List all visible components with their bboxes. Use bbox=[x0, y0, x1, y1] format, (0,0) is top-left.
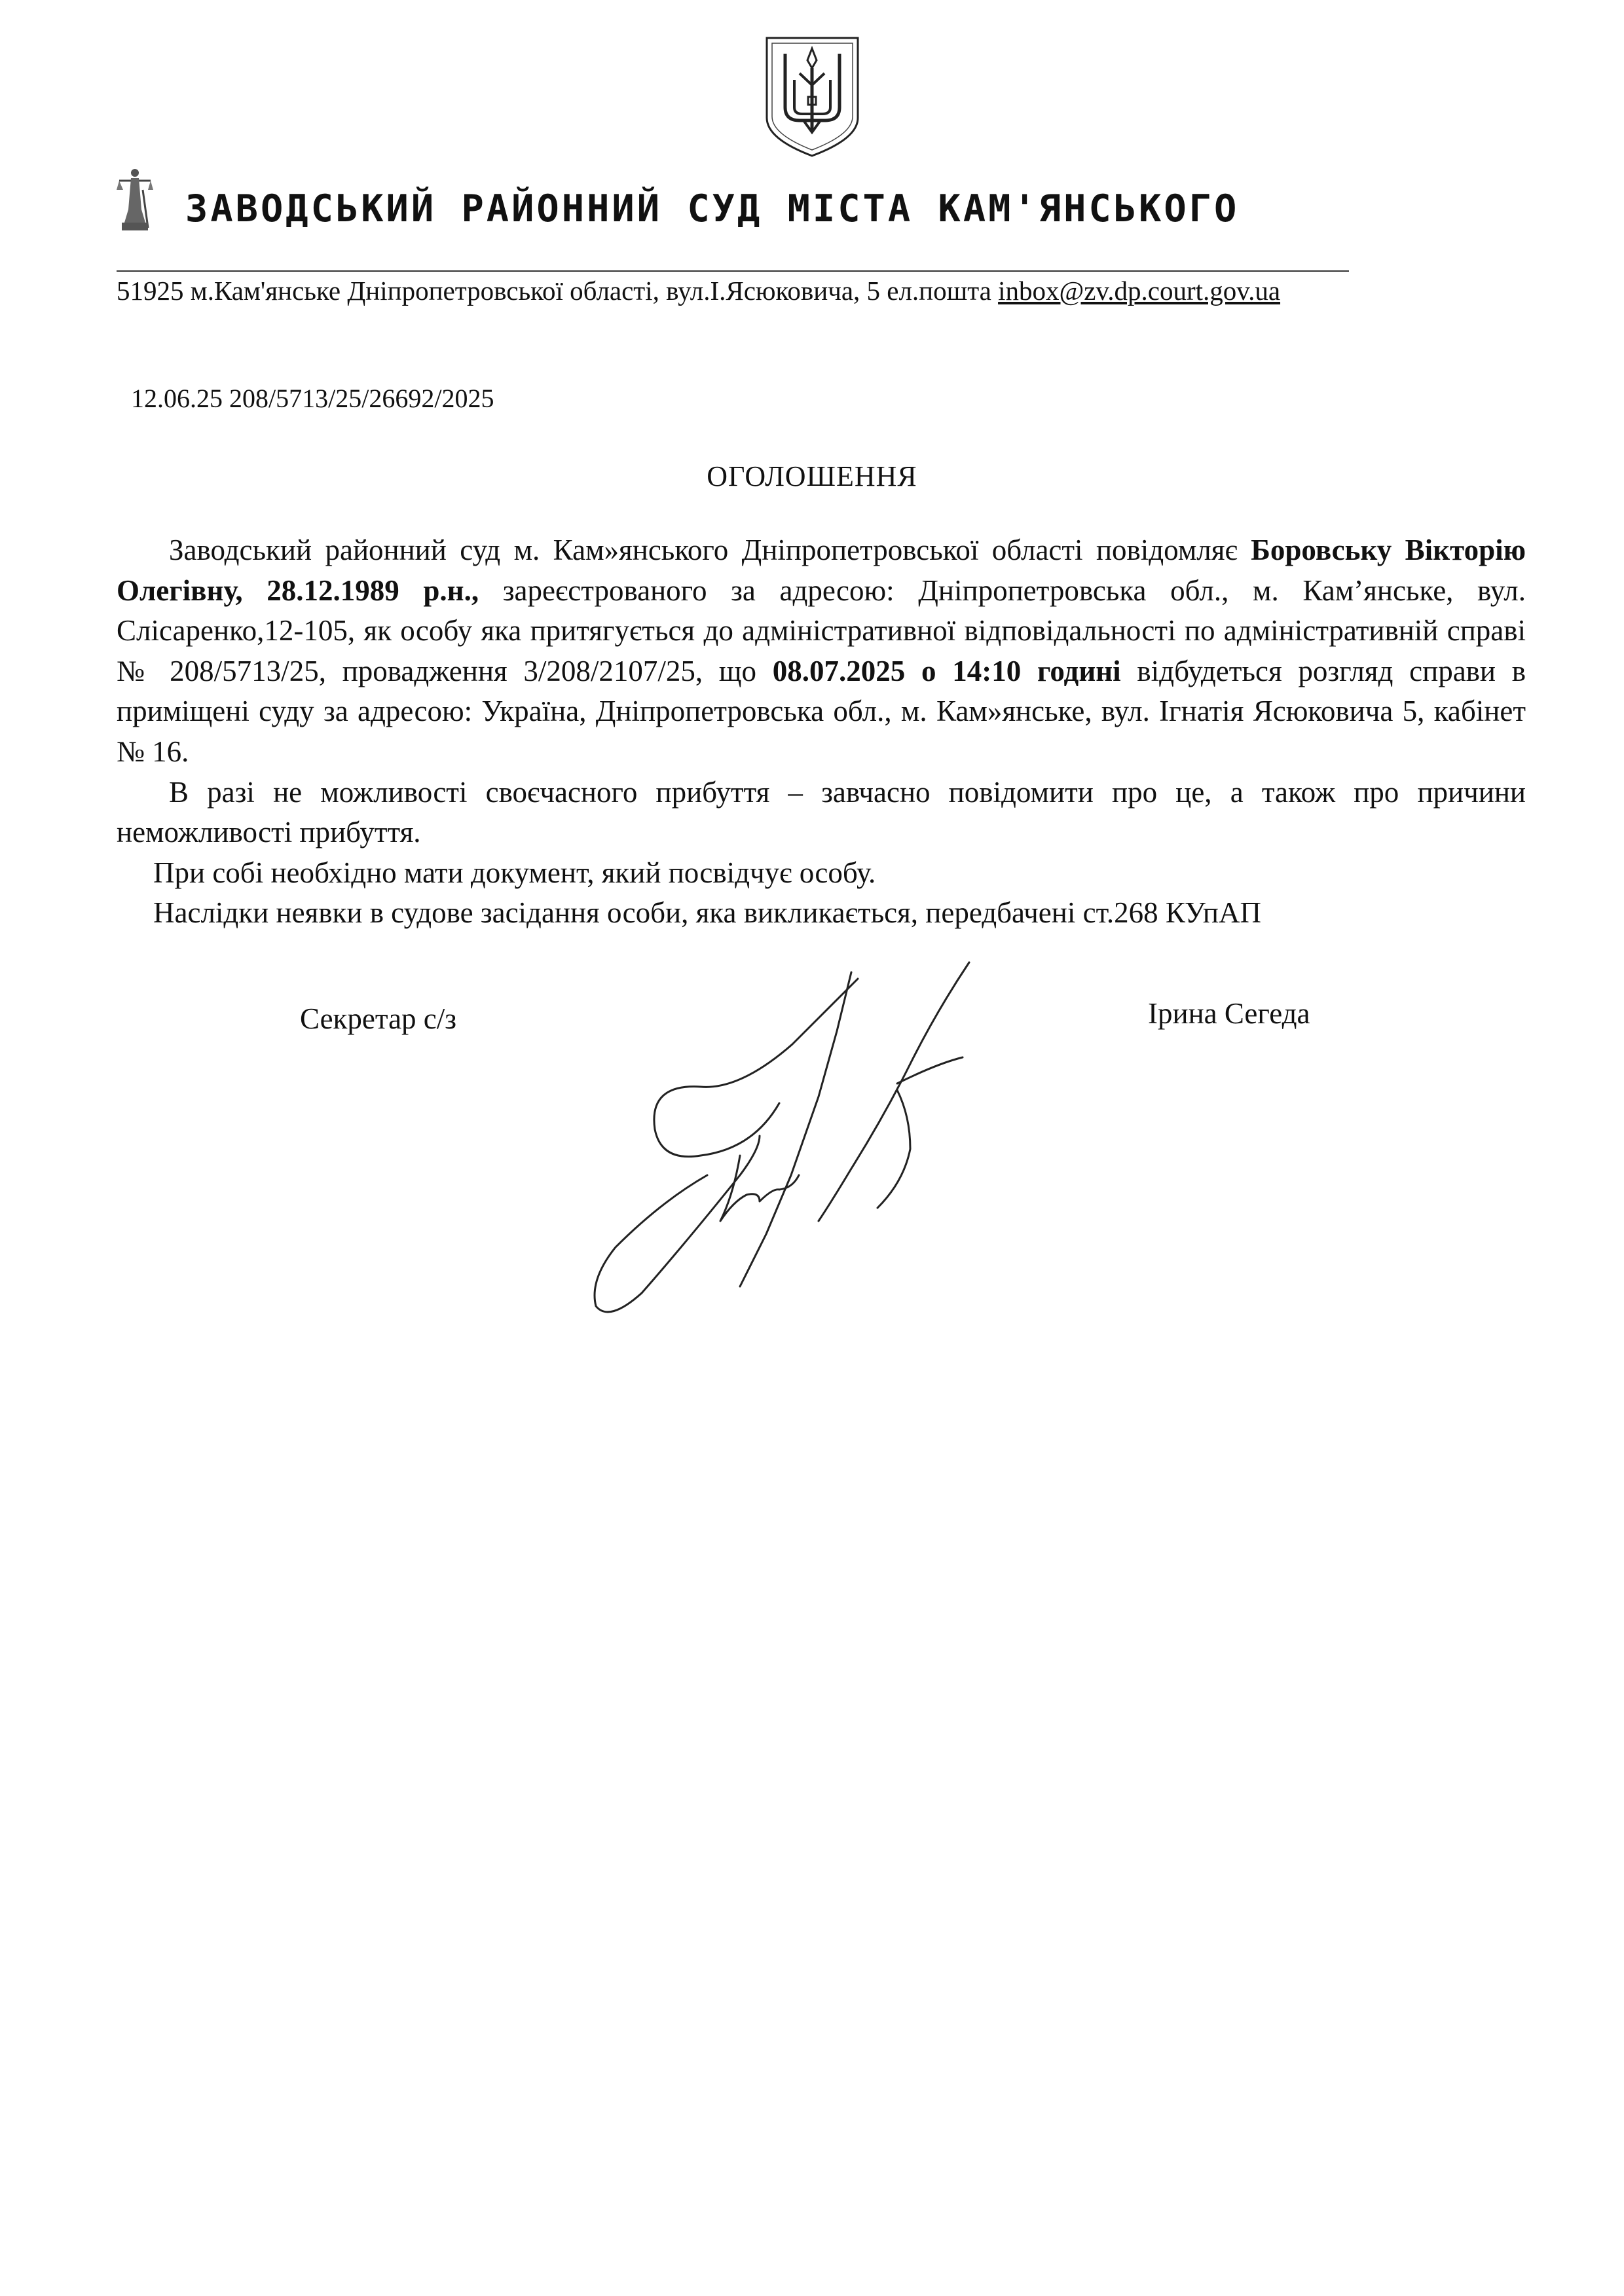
notice-case-details: зареєстрованого за адресою: Дніпропетровська обл., м. Кам’янське, вул. Слісаренко,12-105, як особу яка притягується до адміністративної відповідальності по адміністративній справі № 208/5713/25, провадження 3/208/2107/25, що bbox=[117, 574, 1526, 687]
notice-location: відбудеться розгляд справи в приміщені суду за адресою: Україна, Дніпропетровська обл., м. Кам»янське, вул. Ігнатія Ясюковича 5, кабінет № 16. bbox=[117, 654, 1526, 768]
court-address bbox=[117, 275, 1459, 306]
hearing-datetime: 08.07.2025 о 14:10 годині bbox=[772, 654, 1121, 687]
court-name-heading: ЗАВОДСЬКИЙ РАЙОННИЙ СУД МІСТА КАМ'ЯНСЬКОГО bbox=[185, 187, 1240, 230]
defendant-name: Боровську Вікторію Олегівну, 28.12.1989 р.н., bbox=[117, 534, 1526, 607]
notice-body bbox=[117, 530, 1526, 934]
notice-paragraph-main bbox=[117, 530, 1526, 773]
address-text: 51925 м.Кам'янське Дніпропетровської області, вул.І.Ясюковича, 5 ел.пошта bbox=[117, 276, 999, 306]
notice-paragraph-absence: В разі не можливості своєчасного прибуття – завчасно повідомити про це, а також про причини неможливості прибуття. bbox=[117, 775, 1526, 849]
signer-position-label: Секретар с/з bbox=[300, 1002, 457, 1035]
header-divider bbox=[117, 270, 1349, 272]
notice-paragraph-consequences: Наслідки неявки в судове засідання особи, яка викликається, передбачені ст.268 КУпАП bbox=[153, 896, 1261, 930]
signer-name: Ірина Сегеда bbox=[1148, 997, 1310, 1030]
themis-statue-icon bbox=[115, 164, 155, 234]
notice-intro: Заводський районний суд м. Кам»янського Дніпропетровської області повідомляє bbox=[169, 534, 1251, 566]
email-link[interactable]: inbox@zv.dp.court.gov.ua bbox=[998, 276, 1281, 306]
trident-coat-of-arms-icon bbox=[762, 34, 863, 158]
document-reference: 12.06.25 208/5713/25/26692/2025 bbox=[131, 384, 494, 413]
notice-paragraph-document: При собі необхідно мати документ, який посвідчує особу. bbox=[153, 856, 876, 889]
page-title: ОГОЛОШЕННЯ bbox=[707, 460, 917, 492]
handwritten-signature bbox=[544, 959, 1054, 1326]
